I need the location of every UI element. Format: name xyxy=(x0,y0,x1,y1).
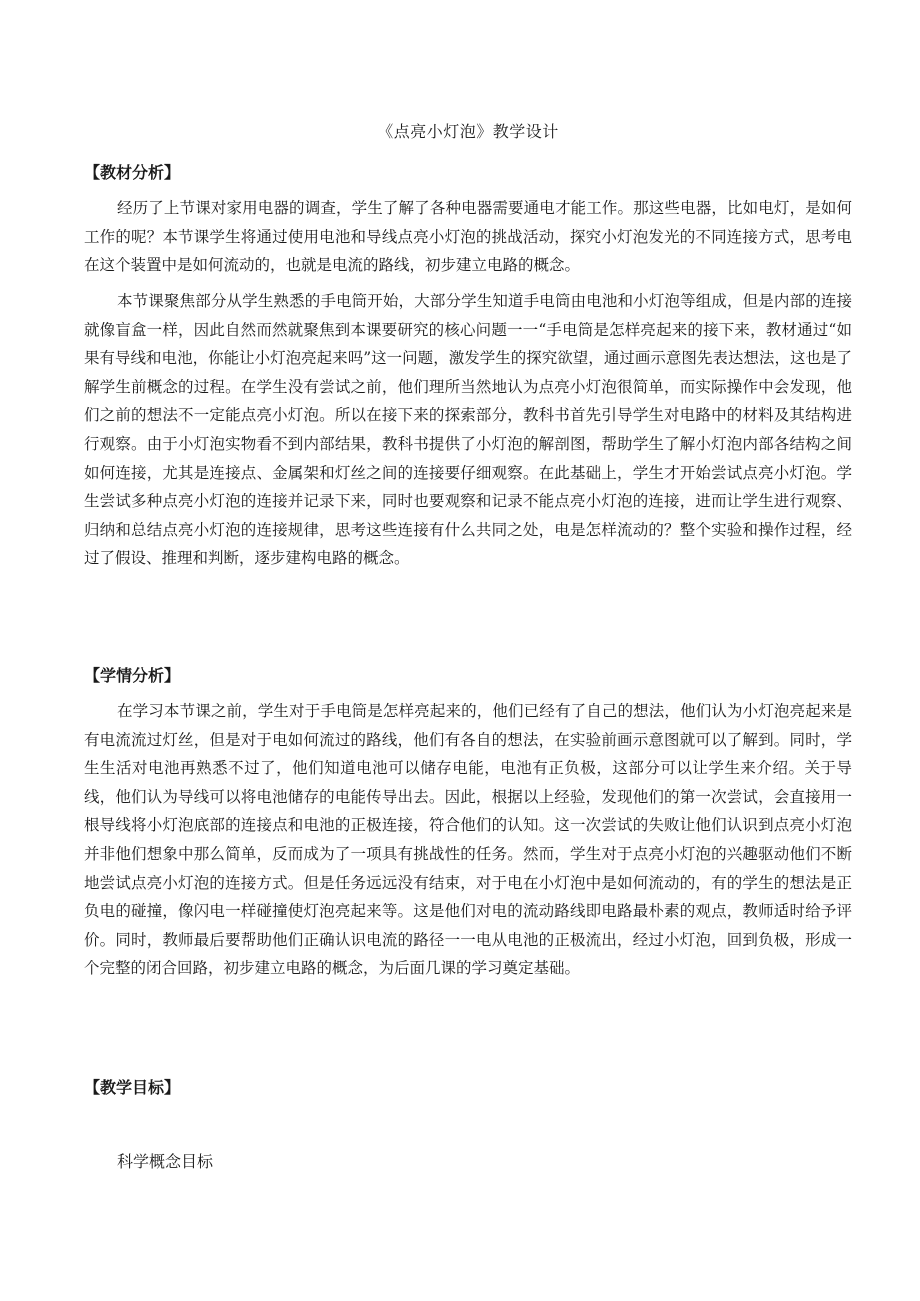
subheading-science-concept-objectives: 科学概念目标 xyxy=(117,1152,214,1171)
section-heading-textbook-analysis: 【教材分析】 xyxy=(84,163,181,182)
section-heading-student-analysis: 【学情分析】 xyxy=(84,666,181,685)
section-heading-teaching-objectives: 【教学目标】 xyxy=(84,1078,181,1097)
paragraph-textbook-analysis-2: 本节课聚焦部分从学生熟悉的手电筒开始，大部分学生知道手电筒由电池和小灯泡等组成，但是内部的连接就像盲盒一样，因此自然而然就聚焦到本课要研究的核心问题一一“手电筒是怎样亮起来的接下来，教材通过“如果有导线和电池，你能让小灯泡亮起来吗”这一问题，激发学生的探究欲望，通过画示意图先表达想法，这也是了解学生前概念的过程。在学生没有尝试之前，他们理所当然地认为点亮小灯泡很简单，而实际操作中会发现，他们之前的想法不一定能点亮小灯泡。所以在接下来的探索部分，教科书首先引导学生对电路中的材料及其结构进行观察。由于小灯泡实物看不到内部结果，教科书提供了小灯泡的解剖图，帮助学生了解小灯泡内部各结构之间如何连接，尤其是连接点、金属架和灯丝之间的连接要仔细观察。在此基础上，学生才开始尝试点亮小灯泡。学生尝试多种点亮小灯泡的连接并记录下来，同时也要观察和记录不能点亮小灯泡的连接，进而让学生进行观察、归纳和总结点亮小灯泡的连接规律，思考这些连接有什么共同之处，电是怎样流动的？整个实验和操作过程，经过了假设、推理和判断，逐步建构电路的概念。 xyxy=(84,292,852,568)
paragraph-student-analysis-1: 在学习本节课之前，学生对于手电筒是怎样亮起来的，他们已经有了自己的想法，他们认为小灯泡亮起来是有电流流过灯丝，但是对于电如何流过的路线，他们有各自的想法，在实验前画示意图就可以了解到。同时，学生生活对电池再熟悉不过了，他们知道电池可以储存电能，电池有正负极，这部分可以让学生来介绍。关于导线，他们认为导线可以将电池储存的电能传导出去。因此，根据以上经验，发现他们的第一次尝试，会直接用一根导线将小灯泡底部的连接点和电池的正极连接，符合他们的认知。这一次尝试的失败让他们认识到点亮小灯泡并非他们想象中那么简单，反而成为了一项具有挑战性的任务。然而，学生对于点亮小灯泡的兴趣驱动他们不断地尝试点亮小灯泡的连接方式。但是任务远远没有结束，对于电在小灯泡中是如何流动的，有的学生的想法是正负电的碰撞，像闪电一样碰撞使灯泡亮起来等。这是他们对电的流动路线即电路最朴素的观点，教师适时给予评价。同时，教师最后要帮助他们正确认识电流的路径一一电从电池的正极流出，经过小灯泡，回到负极，形成一个完整的闭合回路，初步建立电路的概念，为后面几课的学习奠定基础。 xyxy=(84,702,852,978)
paragraph-textbook-analysis-1: 经历了上节课对家用电器的调查，学生了解了各种电器需要通电才能工作。那这些电器，比如电灯，是如何工作的呢？本节课学生将通过使用电池和导线点亮小灯泡的挑战活动，探究小灯泡发光的不同连接方式，思考电在这个装置中是如何流动的，也就是电流的路线，初步建立电路的概念。 xyxy=(84,199,852,275)
document-title: 《点亮小灯泡》教学设计 xyxy=(377,122,559,141)
